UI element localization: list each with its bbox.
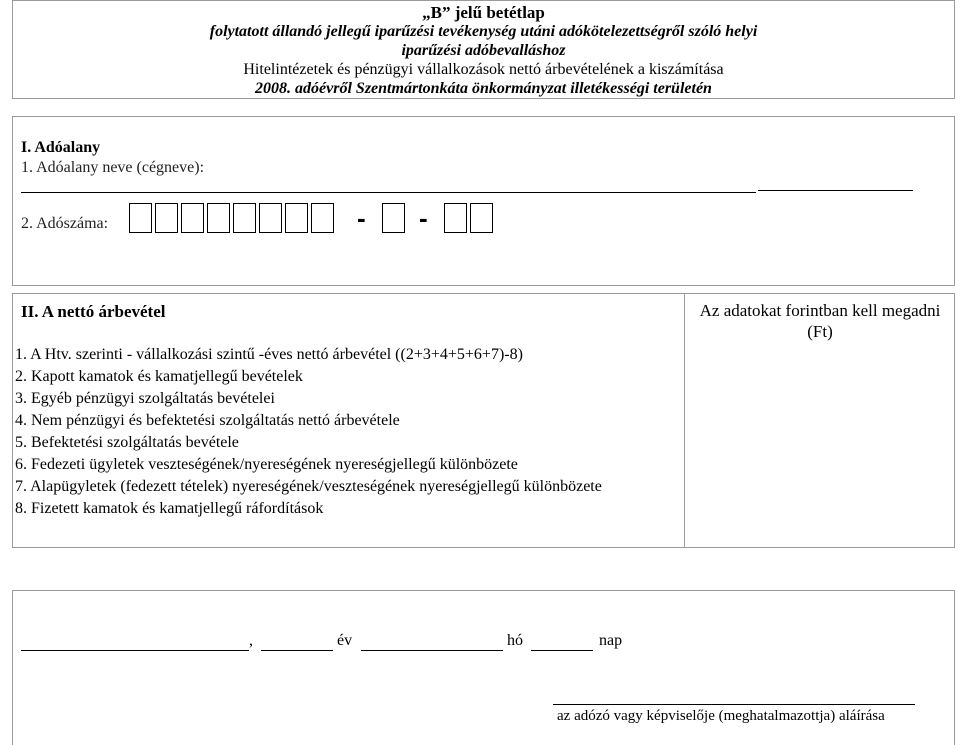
month-field[interactable] [361, 650, 503, 651]
section-net-revenue-heading: II. A nettó árbevétel [21, 302, 166, 321]
day-field[interactable] [531, 650, 593, 651]
form-subtitle-line1: folytatott állandó jellegű iparűzési tevékenység utáni adókötelezettségről szóló helyi [209, 23, 758, 40]
taxpayer-name-field[interactable] [21, 192, 756, 193]
tax-number-digit-cell[interactable] [382, 203, 405, 233]
section-net-revenue [12, 293, 955, 548]
tax-number-digit-cell[interactable] [285, 203, 308, 233]
day-label: nap [599, 632, 623, 649]
revenue-row: 8. Fizetett kamatok és kamatjellegű ráfordítások [15, 500, 324, 517]
tax-number-digit-cell[interactable] [233, 203, 256, 233]
signature-line[interactable] [553, 704, 915, 705]
signature-caption: az adózó vagy képviselője (meghatalmazottja) aláírása [557, 708, 885, 724]
form-subtitle-line4: 2008. adóévről Szentmártonkáta önkormányzat illetékességi területén [255, 80, 712, 97]
year-label: év [337, 632, 353, 649]
form-subtitle-line2: iparűzési adóbevalláshoz [401, 42, 566, 59]
signature-section [12, 590, 955, 745]
tax-number-digit-cell[interactable] [311, 203, 334, 233]
tax-number-digit-cell[interactable] [444, 203, 467, 233]
section-taxpayer [12, 116, 955, 286]
revenue-row: 4. Nem pénzügyi és befektetési szolgáltatás nettó árbevétele [15, 412, 400, 429]
tax-number-digit-cell[interactable] [155, 203, 178, 233]
form-title: „B” jelű betétlap [422, 3, 545, 22]
form-header [12, 0, 955, 99]
tax-number-digit-cell[interactable] [181, 203, 204, 233]
revenue-row: 1. A Htv. szerinti - vállalkozási szintű -éves nettó árbevétel ((2+3+4+5+6+7)-8) [15, 346, 523, 363]
tax-number-digit-cell[interactable] [207, 203, 230, 233]
tax-number-digit-cell[interactable] [129, 203, 152, 233]
taxpayer-name-label: 1. Adóalany neve (cégneve): [21, 159, 205, 176]
revenue-row: 2. Kapott kamatok és kamatjellegű bevételek [15, 368, 303, 385]
revenue-row: 5. Befektetési szolgáltatás bevétele [15, 434, 239, 451]
tax-number-label: 2. Adószáma: [21, 215, 109, 232]
currency-note: Az adatokat forintban kell megadni (Ft) [699, 301, 941, 341]
taxpayer-name-field-extra[interactable] [758, 190, 913, 191]
section-taxpayer-heading: I. Adóalany [21, 139, 101, 156]
revenue-row: 7. Alapügyletek (fedezett tételek) nyereségének/veszteségének nyereségjellegű különbözete [15, 478, 602, 495]
place-field[interactable] [21, 650, 249, 651]
form-subtitle-line3: Hitelintézetek és pénzügyi vállalkozások nettó árbevételének a kiszámítása [243, 61, 724, 78]
month-label: hó [507, 632, 523, 649]
revenue-row: 3. Egyéb pénzügyi szolgáltatás bevételei [15, 390, 275, 407]
tax-number-separator: - [357, 203, 366, 233]
year-field[interactable] [261, 650, 333, 651]
revenue-rows [13, 344, 683, 520]
tax-number-digit-cell[interactable] [470, 203, 493, 233]
tax-number-separator: - [419, 203, 428, 233]
tax-number-digit-cell[interactable] [259, 203, 282, 233]
place-comma: , [249, 632, 253, 649]
revenue-row: 6. Fedezeti ügyletek veszteségének/nyereségének nyereségjellegű különbözete [15, 456, 518, 473]
column-divider [684, 294, 685, 547]
